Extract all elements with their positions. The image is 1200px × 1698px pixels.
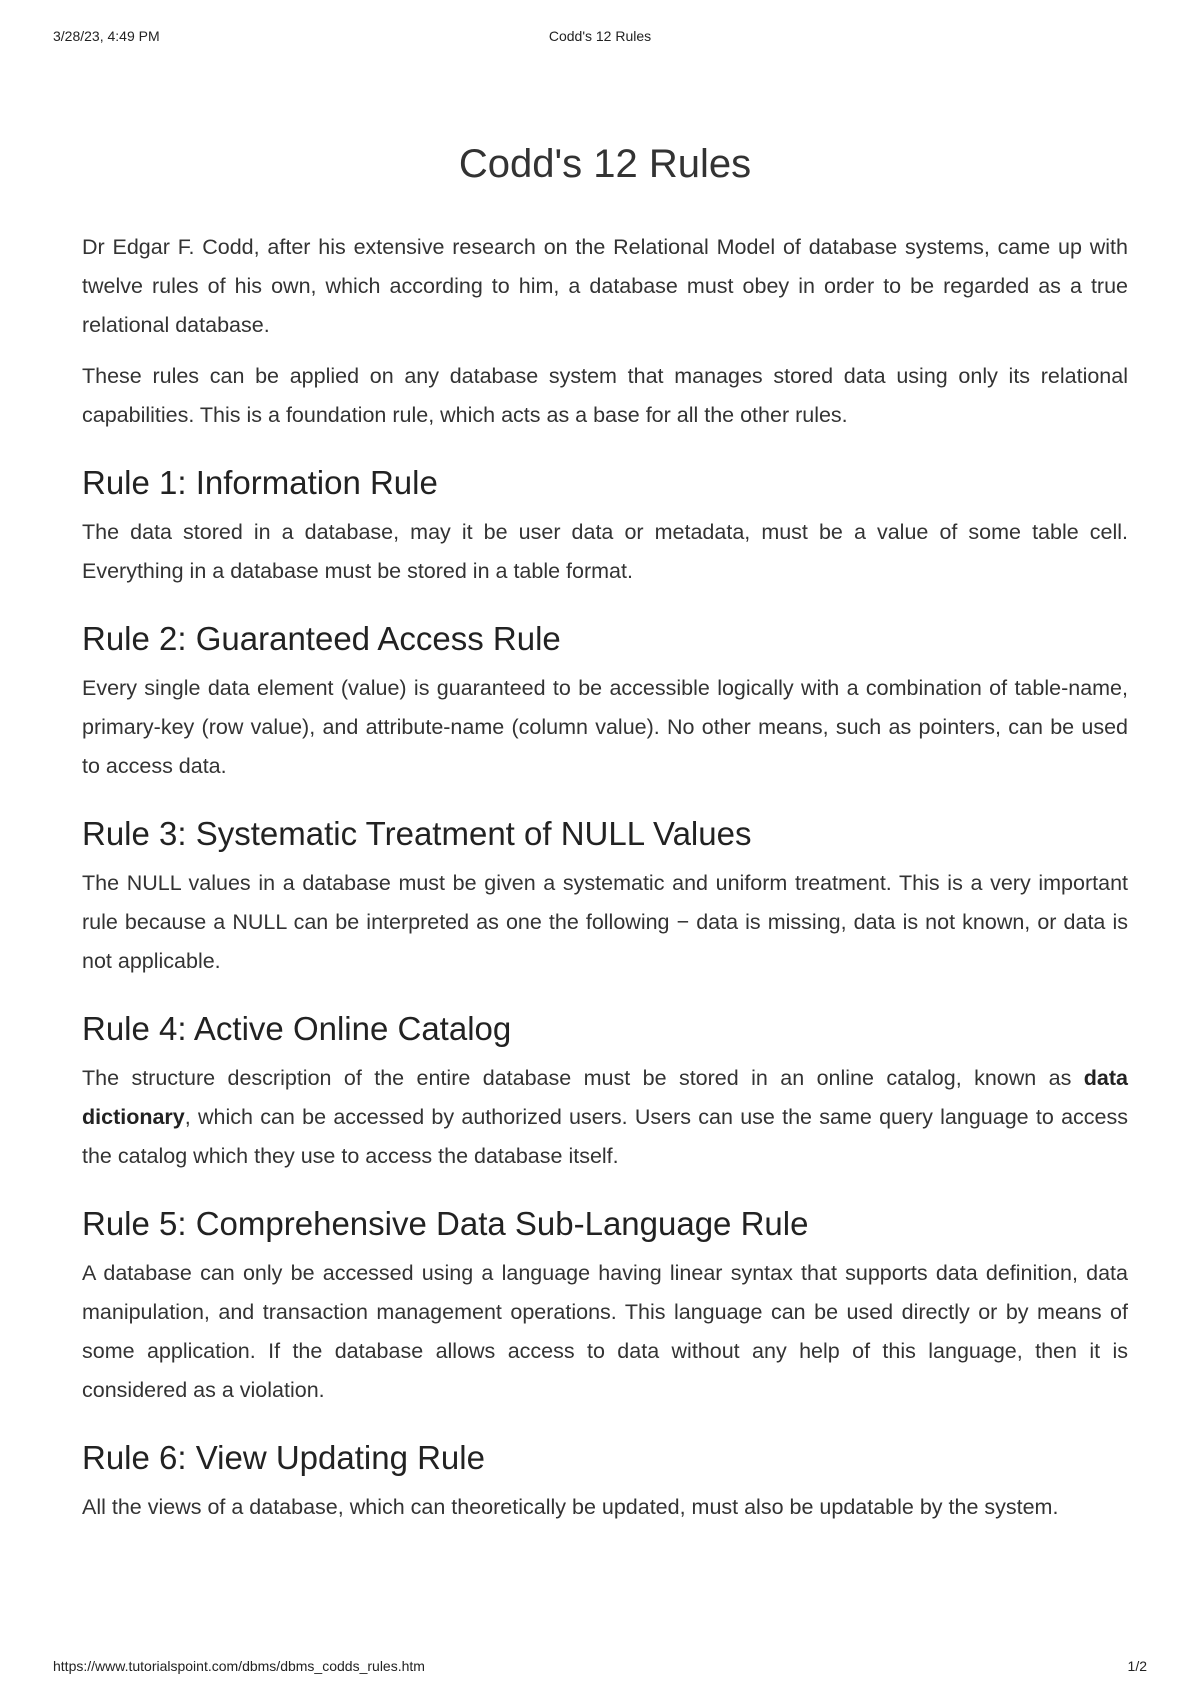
rule-4-heading: Rule 4: Active Online Catalog	[82, 1010, 512, 1047]
rule-1-heading: Rule 1: Information Rule	[82, 464, 438, 501]
page-title: Codd's 12 Rules	[458, 142, 752, 186]
rule-4-text	[82, 1059, 1128, 1176]
rule-5-heading: Rule 5: Comprehensive Data Sub-Language Rule	[82, 1205, 809, 1242]
rule-2-text: Every single data element (value) is guaranteed to be accessible logically with a combination of table-name, primary-key (row value), and attribute-name (column value). No other means, such as pointers, can be used to access data.	[82, 676, 1128, 778]
rule-3-heading: Rule 3: Systematic Treatment of NULL Values	[82, 815, 752, 852]
print-header	[53, 28, 1147, 48]
print-url: https://www.tutorialspoint.com/dbms/dbms_codds_rules.htm	[53, 1658, 425, 1674]
rule-2-heading: Rule 2: Guaranteed Access Rule	[82, 620, 561, 657]
intro-paragraph-1: Dr Edgar F. Codd, after his extensive research on the Relational Model of database systems, came up with twelve rules of his own, which according to him, a database must obey in order to be regarded as a true relational database.	[82, 235, 1128, 337]
print-footer	[53, 1658, 1147, 1678]
article-content	[82, 138, 1128, 1539]
rule-4-text-before: The structure description of the entire database must be stored in an online catalog, known as	[82, 1066, 1084, 1090]
print-title: Codd's 12 Rules	[548, 28, 652, 44]
rule-6-text: All the views of a database, which can theoretically be updated, must also be updatable by the system.	[82, 1495, 1059, 1519]
intro-paragraph-2: These rules can be applied on any database system that manages stored data using only its relational capabilities. This is a foundation rule, which acts as a base for all the other rules.	[82, 364, 1128, 427]
rule-3-text: The NULL values in a database must be given a systematic and uniform treatment. This is a very important rule because a NULL can be interpreted as one the following − data is missing, data is not known, or data is not applicable.	[82, 871, 1128, 973]
rule-6-heading: Rule 6: View Updating Rule	[82, 1439, 485, 1476]
rule-4-text-after: , which can be accessed by authorized users. Users can use the same query language to access the catalog which they use to access the database itself.	[82, 1105, 1128, 1168]
rule-5-text: A database can only be accessed using a language having linear syntax that supports data definition, data manipulation, and transaction management operations. This language can be used directly or by means of some application. If the database allows access to data without any help of this language, then it is considered as a violation.	[82, 1261, 1128, 1402]
data-dictionary-term: data dictionary	[82, 1066, 1128, 1129]
rule-1-text: The data stored in a database, may it be user data or metadata, must be a value of some table cell. Everything in a database must be stored in a table format.	[82, 520, 1128, 583]
print-page-number: 1/2	[1127, 1658, 1147, 1674]
print-datetime: 3/28/23, 4:49 PM	[53, 28, 160, 44]
